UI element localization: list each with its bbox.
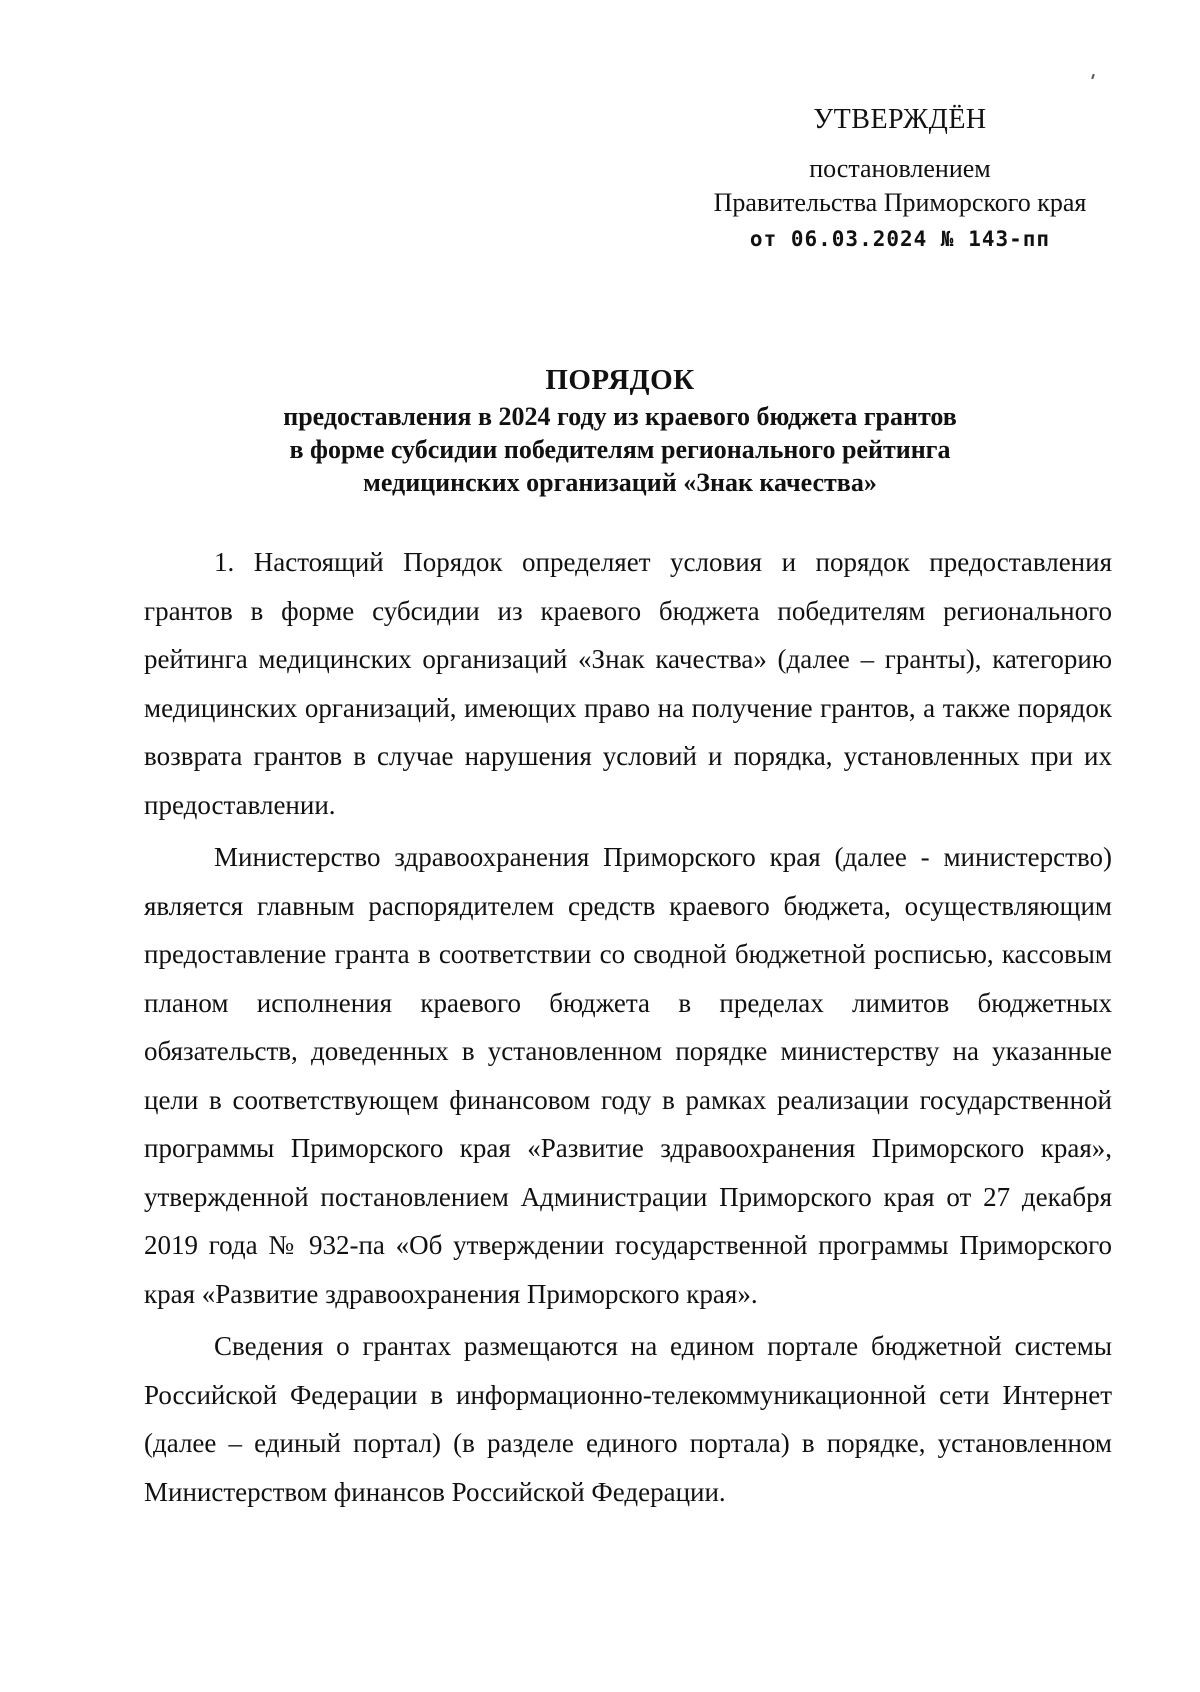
approval-block	[690, 100, 1110, 256]
approved-heading: УТВЕРЖДЁН	[813, 104, 987, 135]
title-line-1: предоставления в 2024 году из краевого бюджета грантов	[283, 402, 957, 431]
approval-line-2: Правительства Приморского края	[713, 188, 1087, 217]
decree-stamp: от 06.03.2024 № 143-пп	[749, 227, 1051, 251]
title-line-2: в форме субсидии победителям регионального рейтинга	[289, 435, 951, 464]
paragraph-3: Сведения о грантах размещаются на едином портале бюджетной системы Российской Федерации в информационно-телекоммуникационной сети Интернет (далее – единый портал) (в разделе единого портала) в порядке, установленном Министерством финансов Российской Федерации.	[144, 1331, 1112, 1507]
scan-speck	[1091, 74, 1095, 79]
document-body	[144, 538, 1112, 1516]
document-title	[130, 360, 1110, 499]
paragraph-2: Министерство здравоохранения Приморского края (далее - министерство) является главным распорядителем средств краевого бюджета, осуществляющим предоставление гранта в соответствии со сводной бюджетной росписью, кассовым планом исполнения краевого бюджета в пределах лимитов бюджетных обязательств, доведенных в установленном порядке министерству на указанные цели в соответствующем финансовом году в рамках реализации государственной программы Приморского края «Развитие здравоохранения Приморского края», утвержденной постановлением Администрации Приморского края от 27 декабря 2019 года № 932-па «Об утверждении государственной программы Приморского края «Развитие здравоохранения Приморского края».	[144, 842, 1112, 1309]
approval-line-1: постановлением	[809, 154, 991, 183]
title-main: ПОРЯДОК	[545, 364, 695, 396]
paragraph-1: 1. Настоящий Порядок определяет условия и порядок предоставления грантов в форме субсидии из краевого бюджета победителям регионального рейтинга медицинских организаций «Знак качества» (далее – гранты), категорию медицинских организаций, имеющих право на получение грантов, а также порядок возврата грантов в случае нарушения условий и порядка, установленных при их предоставлении.	[144, 547, 1112, 820]
title-line-3: медицинских организаций «Знак качества»	[363, 468, 877, 497]
